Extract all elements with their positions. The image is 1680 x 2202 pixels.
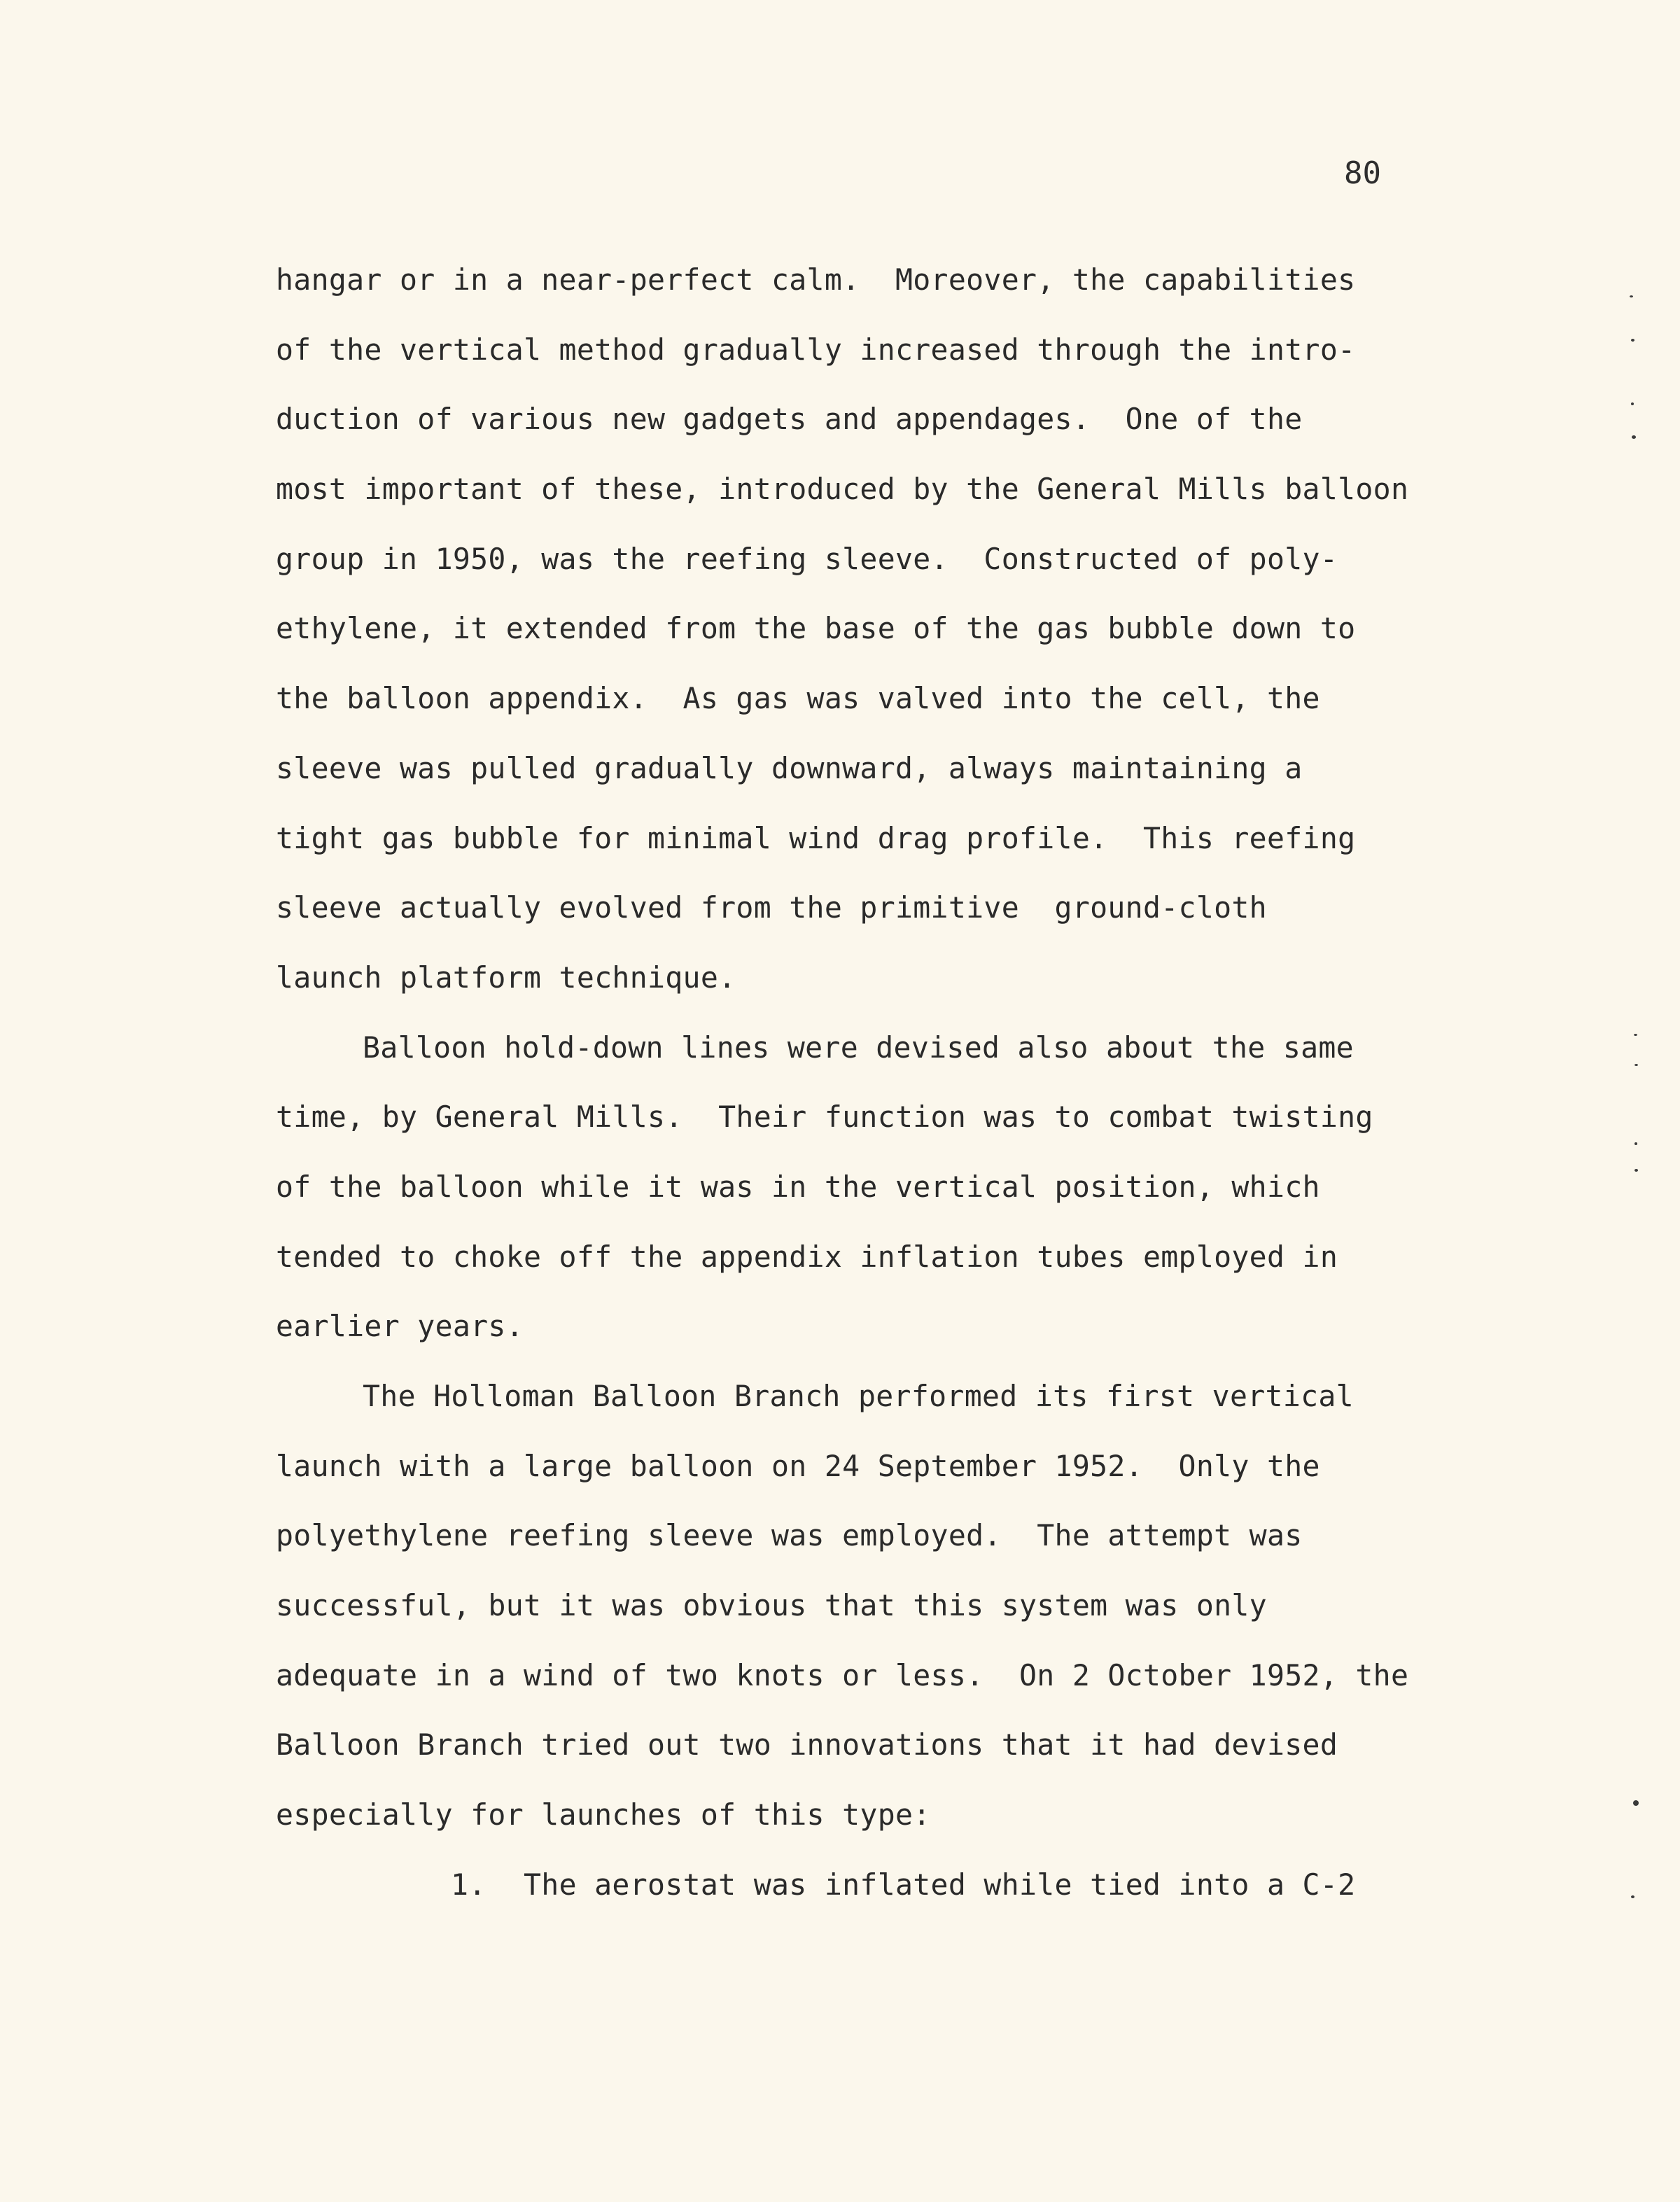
text-line: of the vertical method gradually increased through the intro-	[276, 332, 1356, 367]
scan-speck	[1631, 402, 1634, 405]
scan-speck	[1631, 1895, 1634, 1898]
text-line: tended to choke off the appendix inflation tubes employed in	[276, 1239, 1338, 1274]
text-line: earlier years.	[276, 1309, 524, 1344]
text-line: launch with a large balloon on 24 September 1952. Only the	[276, 1448, 1320, 1483]
scan-speck	[1634, 1034, 1637, 1036]
page-number: 80	[1344, 155, 1381, 191]
body-text	[276, 259, 1424, 1934]
text-line: launch platform technique.	[276, 960, 736, 995]
list-item-text: The aerostat was inflated while tied into a C-2	[524, 1867, 1356, 1902]
text-line: sleeve was pulled gradually downward, always maintaining a	[276, 750, 1303, 785]
text-line: group in 1950, was the reefing sleeve. Constructed of poly-	[276, 541, 1338, 576]
text-line: hangar or in a near-perfect calm. Moreover, the capabilities	[276, 262, 1356, 297]
text-line: the balloon appendix. As gas was valved into the cell, the	[276, 681, 1320, 716]
text-line: time, by General Mills. Their function was to combat twisting	[276, 1100, 1373, 1135]
text-line: The Holloman Balloon Branch performed its first vertical	[363, 1379, 1354, 1413]
text-line: sleeve actually evolved from the primitive ground-cloth	[276, 890, 1267, 925]
text-line: especially for launches of this type:	[276, 1797, 931, 1832]
list-item	[276, 1864, 1424, 1934]
scan-speck	[1631, 339, 1634, 342]
text-line: most important of these, introduced by the General Mills balloon	[276, 472, 1409, 507]
text-line: successful, but it was obvious that this system was only	[276, 1588, 1267, 1623]
scan-speck	[1634, 1064, 1638, 1066]
text-line: duction of various new gadgets and appendages. One of the	[276, 402, 1303, 437]
scan-speck	[1634, 1142, 1637, 1145]
text-line: tight gas bubble for minimal wind drag profile. This reefing	[276, 820, 1356, 855]
scan-speck	[1633, 1800, 1639, 1806]
text-line: Balloon hold-down lines were devised also about the same	[363, 1030, 1354, 1065]
text-line: adequate in a wind of two knots or less. On 2 October 1952, the	[276, 1657, 1409, 1692]
text-line: Balloon Branch tried out two innovations that it had devised	[276, 1727, 1338, 1762]
scan-speck	[1634, 1169, 1638, 1172]
text-line: polyethylene reefing sleeve was employed. The attempt was	[276, 1518, 1303, 1553]
list-item-number: 1.	[451, 1867, 486, 1902]
scan-speck	[1630, 295, 1633, 297]
text-line: ethylene, it extended from the base of the gas bubble down to	[276, 611, 1356, 646]
scan-speck	[1632, 435, 1636, 439]
text-line: of the balloon while it was in the vertical position, which	[276, 1169, 1320, 1204]
